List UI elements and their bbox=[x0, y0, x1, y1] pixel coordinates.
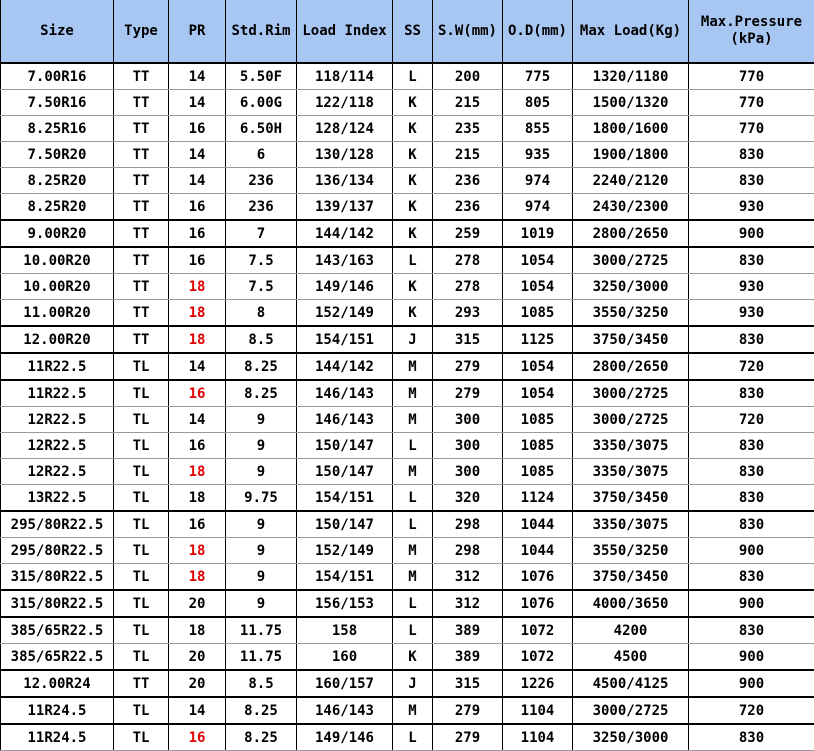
cell-load-index: 156/153 bbox=[297, 590, 393, 617]
cell-size: 295/80R22.5 bbox=[1, 538, 114, 564]
cell-std-rim: 8.5 bbox=[226, 326, 297, 353]
cell-pr: 14 bbox=[169, 353, 226, 380]
cell-ss: K bbox=[393, 274, 433, 300]
table-row bbox=[1, 90, 814, 116]
cell-size: 8.25R20 bbox=[1, 168, 114, 194]
cell-size: 315/80R22.5 bbox=[1, 564, 114, 591]
cell-max-load: 3350/3075 bbox=[573, 459, 689, 485]
cell-overall-diameter: 1125 bbox=[503, 326, 573, 353]
cell-load-index: 150/147 bbox=[297, 459, 393, 485]
cell-max-load: 3000/2725 bbox=[573, 380, 689, 407]
cell-std-rim: 7.5 bbox=[226, 274, 297, 300]
cell-overall-diameter: 1072 bbox=[503, 644, 573, 671]
cell-std-rim: 8.5 bbox=[226, 670, 297, 697]
cell-max-load: 1320/1180 bbox=[573, 63, 689, 90]
cell-max-pressure: 770 bbox=[689, 90, 814, 116]
cell-pr: 14 bbox=[169, 90, 226, 116]
cell-type: TT bbox=[114, 326, 169, 353]
cell-size: 10.00R20 bbox=[1, 247, 114, 274]
cell-size: 7.00R16 bbox=[1, 63, 114, 90]
cell-size: 12R22.5 bbox=[1, 459, 114, 485]
cell-section-width: 200 bbox=[433, 63, 503, 90]
cell-std-rim: 9 bbox=[226, 433, 297, 459]
cell-overall-diameter: 974 bbox=[503, 194, 573, 221]
cell-load-index: 144/142 bbox=[297, 220, 393, 247]
cell-type: TT bbox=[114, 168, 169, 194]
cell-std-rim: 8.25 bbox=[226, 380, 297, 407]
cell-max-pressure: 830 bbox=[689, 142, 814, 168]
cell-ss: K bbox=[393, 90, 433, 116]
cell-pr: 18 bbox=[169, 459, 226, 485]
cell-ss: M bbox=[393, 697, 433, 724]
cell-pr: 18 bbox=[169, 300, 226, 327]
cell-ss: L bbox=[393, 247, 433, 274]
cell-ss: L bbox=[393, 63, 433, 90]
cell-type: TL bbox=[114, 644, 169, 671]
cell-size: 11R22.5 bbox=[1, 380, 114, 407]
cell-load-index: 146/143 bbox=[297, 380, 393, 407]
table-row bbox=[1, 247, 814, 274]
cell-type: TT bbox=[114, 142, 169, 168]
cell-pr: 18 bbox=[169, 274, 226, 300]
cell-overall-diameter: 1124 bbox=[503, 485, 573, 512]
cell-size: 12R22.5 bbox=[1, 407, 114, 433]
cell-pr: 16 bbox=[169, 433, 226, 459]
cell-type: TL bbox=[114, 459, 169, 485]
cell-std-rim: 8.25 bbox=[226, 697, 297, 724]
cell-ss: L bbox=[393, 433, 433, 459]
cell-overall-diameter: 1054 bbox=[503, 353, 573, 380]
cell-size: 11R22.5 bbox=[1, 353, 114, 380]
cell-overall-diameter: 1054 bbox=[503, 247, 573, 274]
cell-ss: K bbox=[393, 116, 433, 142]
cell-load-index: 154/151 bbox=[297, 326, 393, 353]
cell-max-pressure: 830 bbox=[689, 724, 814, 751]
cell-max-load: 3550/3250 bbox=[573, 538, 689, 564]
cell-ss: K bbox=[393, 644, 433, 671]
cell-load-index: 122/118 bbox=[297, 90, 393, 116]
cell-load-index: 144/142 bbox=[297, 353, 393, 380]
cell-max-pressure: 830 bbox=[689, 459, 814, 485]
cell-type: TT bbox=[114, 274, 169, 300]
cell-type: TL bbox=[114, 433, 169, 459]
table-row bbox=[1, 511, 814, 538]
cell-type: TL bbox=[114, 511, 169, 538]
cell-load-index: 160/157 bbox=[297, 670, 393, 697]
cell-pr: 16 bbox=[169, 724, 226, 751]
cell-max-load: 3250/3000 bbox=[573, 724, 689, 751]
cell-overall-diameter: 1104 bbox=[503, 724, 573, 751]
cell-load-index: 150/147 bbox=[297, 433, 393, 459]
table-row bbox=[1, 670, 814, 697]
cell-overall-diameter: 1085 bbox=[503, 433, 573, 459]
cell-std-rim: 6 bbox=[226, 142, 297, 168]
table-row bbox=[1, 63, 814, 90]
cell-ss: L bbox=[393, 724, 433, 751]
cell-load-index: 154/151 bbox=[297, 564, 393, 591]
cell-size: 11.00R20 bbox=[1, 300, 114, 327]
cell-pr: 16 bbox=[169, 511, 226, 538]
cell-std-rim: 236 bbox=[226, 194, 297, 221]
cell-type: TL bbox=[114, 590, 169, 617]
cell-max-load: 3750/3450 bbox=[573, 326, 689, 353]
cell-type: TL bbox=[114, 353, 169, 380]
cell-pr: 14 bbox=[169, 407, 226, 433]
cell-ss: M bbox=[393, 538, 433, 564]
table-row bbox=[1, 300, 814, 327]
cell-type: TL bbox=[114, 407, 169, 433]
cell-max-pressure: 900 bbox=[689, 538, 814, 564]
cell-overall-diameter: 1085 bbox=[503, 407, 573, 433]
cell-section-width: 293 bbox=[433, 300, 503, 327]
cell-std-rim: 5.50F bbox=[226, 63, 297, 90]
cell-section-width: 236 bbox=[433, 194, 503, 221]
cell-std-rim: 11.75 bbox=[226, 617, 297, 644]
cell-std-rim: 7 bbox=[226, 220, 297, 247]
header-size: Size bbox=[1, 0, 114, 63]
cell-section-width: 300 bbox=[433, 407, 503, 433]
cell-max-pressure: 770 bbox=[689, 63, 814, 90]
cell-section-width: 300 bbox=[433, 459, 503, 485]
cell-max-pressure: 900 bbox=[689, 590, 814, 617]
cell-ss: K bbox=[393, 142, 433, 168]
cell-std-rim: 11.75 bbox=[226, 644, 297, 671]
cell-max-pressure: 830 bbox=[689, 485, 814, 512]
cell-ss: K bbox=[393, 300, 433, 327]
cell-size: 13R22.5 bbox=[1, 485, 114, 512]
cell-ss: L bbox=[393, 485, 433, 512]
cell-size: 8.25R16 bbox=[1, 116, 114, 142]
cell-type: TT bbox=[114, 116, 169, 142]
cell-section-width: 300 bbox=[433, 433, 503, 459]
cell-ss: L bbox=[393, 590, 433, 617]
cell-max-pressure: 830 bbox=[689, 326, 814, 353]
cell-ss: M bbox=[393, 459, 433, 485]
table-row bbox=[1, 142, 814, 168]
cell-max-pressure: 900 bbox=[689, 220, 814, 247]
table-row bbox=[1, 459, 814, 485]
cell-type: TT bbox=[114, 90, 169, 116]
cell-max-pressure: 900 bbox=[689, 644, 814, 671]
cell-max-load: 4500/4125 bbox=[573, 670, 689, 697]
cell-section-width: 312 bbox=[433, 590, 503, 617]
table-row bbox=[1, 724, 814, 751]
cell-section-width: 315 bbox=[433, 670, 503, 697]
cell-section-width: 279 bbox=[433, 380, 503, 407]
cell-std-rim: 7.5 bbox=[226, 247, 297, 274]
cell-max-pressure: 720 bbox=[689, 353, 814, 380]
cell-std-rim: 8.25 bbox=[226, 353, 297, 380]
cell-type: TL bbox=[114, 564, 169, 591]
cell-load-index: 149/146 bbox=[297, 274, 393, 300]
cell-section-width: 312 bbox=[433, 564, 503, 591]
cell-ss: M bbox=[393, 407, 433, 433]
cell-overall-diameter: 1044 bbox=[503, 511, 573, 538]
table-row bbox=[1, 168, 814, 194]
cell-max-load: 2240/2120 bbox=[573, 168, 689, 194]
cell-section-width: 215 bbox=[433, 142, 503, 168]
cell-size: 9.00R20 bbox=[1, 220, 114, 247]
cell-max-load: 3000/2725 bbox=[573, 247, 689, 274]
cell-type: TL bbox=[114, 380, 169, 407]
table-row bbox=[1, 697, 814, 724]
cell-type: TT bbox=[114, 220, 169, 247]
table-row bbox=[1, 326, 814, 353]
table-row bbox=[1, 116, 814, 142]
cell-load-index: 152/149 bbox=[297, 538, 393, 564]
cell-std-rim: 9 bbox=[226, 459, 297, 485]
cell-section-width: 215 bbox=[433, 90, 503, 116]
cell-type: TT bbox=[114, 247, 169, 274]
cell-size: 8.25R20 bbox=[1, 194, 114, 221]
cell-overall-diameter: 1019 bbox=[503, 220, 573, 247]
table-row bbox=[1, 274, 814, 300]
cell-overall-diameter: 1076 bbox=[503, 590, 573, 617]
cell-pr: 16 bbox=[169, 220, 226, 247]
cell-pr: 20 bbox=[169, 644, 226, 671]
cell-max-load: 4000/3650 bbox=[573, 590, 689, 617]
cell-max-load: 2800/2650 bbox=[573, 220, 689, 247]
header-pr: PR bbox=[169, 0, 226, 63]
table-row bbox=[1, 644, 814, 671]
cell-section-width: 279 bbox=[433, 724, 503, 751]
cell-std-rim: 6.00G bbox=[226, 90, 297, 116]
table-row bbox=[1, 590, 814, 617]
header-std-rim: Std.Rim bbox=[226, 0, 297, 63]
table-row bbox=[1, 564, 814, 591]
cell-size: 11R24.5 bbox=[1, 697, 114, 724]
cell-size: 12.00R20 bbox=[1, 326, 114, 353]
cell-pr: 16 bbox=[169, 194, 226, 221]
cell-overall-diameter: 1054 bbox=[503, 274, 573, 300]
cell-max-load: 3000/2725 bbox=[573, 407, 689, 433]
cell-load-index: 139/137 bbox=[297, 194, 393, 221]
cell-overall-diameter: 1226 bbox=[503, 670, 573, 697]
cell-max-load: 3350/3075 bbox=[573, 511, 689, 538]
cell-overall-diameter: 1044 bbox=[503, 538, 573, 564]
cell-section-width: 315 bbox=[433, 326, 503, 353]
cell-load-index: 128/124 bbox=[297, 116, 393, 142]
cell-max-load: 4500 bbox=[573, 644, 689, 671]
cell-pr: 18 bbox=[169, 485, 226, 512]
cell-pr: 16 bbox=[169, 116, 226, 142]
cell-size: 12.00R24 bbox=[1, 670, 114, 697]
cell-load-index: 146/143 bbox=[297, 407, 393, 433]
header-row bbox=[1, 0, 814, 63]
cell-type: TT bbox=[114, 194, 169, 221]
cell-size: 385/65R22.5 bbox=[1, 617, 114, 644]
cell-ss: J bbox=[393, 326, 433, 353]
cell-section-width: 236 bbox=[433, 168, 503, 194]
table-row bbox=[1, 538, 814, 564]
cell-pr: 14 bbox=[169, 63, 226, 90]
cell-size: 7.50R20 bbox=[1, 142, 114, 168]
table-row bbox=[1, 433, 814, 459]
cell-max-load: 1900/1800 bbox=[573, 142, 689, 168]
cell-overall-diameter: 935 bbox=[503, 142, 573, 168]
cell-ss: M bbox=[393, 353, 433, 380]
cell-ss: M bbox=[393, 564, 433, 591]
cell-section-width: 278 bbox=[433, 274, 503, 300]
header-section-width: S.W(mm) bbox=[433, 0, 503, 63]
cell-std-rim: 9 bbox=[226, 407, 297, 433]
cell-pr: 18 bbox=[169, 617, 226, 644]
header-max-load: Max Load(Kg) bbox=[573, 0, 689, 63]
cell-load-index: 149/146 bbox=[297, 724, 393, 751]
cell-overall-diameter: 1076 bbox=[503, 564, 573, 591]
cell-std-rim: 9.75 bbox=[226, 485, 297, 512]
cell-ss: J bbox=[393, 670, 433, 697]
table-row bbox=[1, 353, 814, 380]
table-row bbox=[1, 194, 814, 221]
cell-size: 12R22.5 bbox=[1, 433, 114, 459]
cell-max-load: 4200 bbox=[573, 617, 689, 644]
cell-max-pressure: 930 bbox=[689, 194, 814, 221]
cell-max-load: 3750/3450 bbox=[573, 564, 689, 591]
cell-std-rim: 8 bbox=[226, 300, 297, 327]
cell-pr: 16 bbox=[169, 380, 226, 407]
cell-pr: 14 bbox=[169, 142, 226, 168]
cell-ss: K bbox=[393, 168, 433, 194]
cell-section-width: 298 bbox=[433, 511, 503, 538]
cell-load-index: 130/128 bbox=[297, 142, 393, 168]
cell-max-pressure: 930 bbox=[689, 274, 814, 300]
cell-std-rim: 9 bbox=[226, 511, 297, 538]
cell-type: TL bbox=[114, 724, 169, 751]
cell-load-index: 150/147 bbox=[297, 511, 393, 538]
cell-section-width: 279 bbox=[433, 697, 503, 724]
cell-max-pressure: 830 bbox=[689, 564, 814, 591]
cell-overall-diameter: 974 bbox=[503, 168, 573, 194]
cell-max-pressure: 720 bbox=[689, 407, 814, 433]
cell-section-width: 259 bbox=[433, 220, 503, 247]
cell-type: TT bbox=[114, 63, 169, 90]
cell-size: 295/80R22.5 bbox=[1, 511, 114, 538]
cell-size: 385/65R22.5 bbox=[1, 644, 114, 671]
cell-max-load: 3550/3250 bbox=[573, 300, 689, 327]
cell-ss: K bbox=[393, 220, 433, 247]
cell-max-load: 3000/2725 bbox=[573, 697, 689, 724]
cell-max-pressure: 830 bbox=[689, 247, 814, 274]
table-row bbox=[1, 407, 814, 433]
header-ss: SS bbox=[393, 0, 433, 63]
cell-load-index: 152/149 bbox=[297, 300, 393, 327]
cell-overall-diameter: 855 bbox=[503, 116, 573, 142]
cell-load-index: 143/163 bbox=[297, 247, 393, 274]
cell-load-index: 118/114 bbox=[297, 63, 393, 90]
cell-overall-diameter: 1085 bbox=[503, 300, 573, 327]
cell-max-pressure: 930 bbox=[689, 300, 814, 327]
cell-ss: M bbox=[393, 380, 433, 407]
cell-section-width: 389 bbox=[433, 617, 503, 644]
cell-max-load: 3750/3450 bbox=[573, 485, 689, 512]
cell-std-rim: 236 bbox=[226, 168, 297, 194]
cell-ss: L bbox=[393, 511, 433, 538]
cell-overall-diameter: 1054 bbox=[503, 380, 573, 407]
cell-std-rim: 8.25 bbox=[226, 724, 297, 751]
cell-section-width: 278 bbox=[433, 247, 503, 274]
cell-max-pressure: 720 bbox=[689, 697, 814, 724]
cell-max-load: 2800/2650 bbox=[573, 353, 689, 380]
header-type: Type bbox=[114, 0, 169, 63]
cell-load-index: 160 bbox=[297, 644, 393, 671]
cell-size: 10.00R20 bbox=[1, 274, 114, 300]
table-row bbox=[1, 380, 814, 407]
cell-type: TL bbox=[114, 538, 169, 564]
cell-section-width: 279 bbox=[433, 353, 503, 380]
cell-pr: 18 bbox=[169, 326, 226, 353]
cell-pr: 18 bbox=[169, 538, 226, 564]
table-body bbox=[1, 63, 814, 751]
cell-max-pressure: 830 bbox=[689, 511, 814, 538]
cell-size: 11R24.5 bbox=[1, 724, 114, 751]
cell-overall-diameter: 1085 bbox=[503, 459, 573, 485]
cell-overall-diameter: 1072 bbox=[503, 617, 573, 644]
cell-section-width: 298 bbox=[433, 538, 503, 564]
cell-ss: K bbox=[393, 194, 433, 221]
cell-type: TL bbox=[114, 485, 169, 512]
cell-max-load: 1500/1320 bbox=[573, 90, 689, 116]
cell-max-load: 3250/3000 bbox=[573, 274, 689, 300]
table-row bbox=[1, 485, 814, 512]
cell-max-load: 3350/3075 bbox=[573, 433, 689, 459]
table-row bbox=[1, 220, 814, 247]
cell-overall-diameter: 805 bbox=[503, 90, 573, 116]
cell-pr: 20 bbox=[169, 590, 226, 617]
header-load-index: Load Index bbox=[297, 0, 393, 63]
cell-std-rim: 6.50H bbox=[226, 116, 297, 142]
cell-max-pressure: 830 bbox=[689, 168, 814, 194]
header-max-pressure: Max.Pressure (kPa) bbox=[689, 0, 814, 63]
cell-load-index: 158 bbox=[297, 617, 393, 644]
cell-max-pressure: 830 bbox=[689, 433, 814, 459]
cell-overall-diameter: 775 bbox=[503, 63, 573, 90]
cell-section-width: 389 bbox=[433, 644, 503, 671]
cell-load-index: 146/143 bbox=[297, 697, 393, 724]
cell-load-index: 154/151 bbox=[297, 485, 393, 512]
cell-max-pressure: 830 bbox=[689, 617, 814, 644]
cell-type: TT bbox=[114, 300, 169, 327]
cell-max-pressure: 900 bbox=[689, 670, 814, 697]
cell-type: TT bbox=[114, 670, 169, 697]
cell-max-pressure: 770 bbox=[689, 116, 814, 142]
header-overall-diameter: O.D(mm) bbox=[503, 0, 573, 63]
cell-section-width: 235 bbox=[433, 116, 503, 142]
cell-std-rim: 9 bbox=[226, 564, 297, 591]
cell-pr: 18 bbox=[169, 564, 226, 591]
cell-type: TL bbox=[114, 617, 169, 644]
cell-pr: 14 bbox=[169, 697, 226, 724]
cell-max-load: 2430/2300 bbox=[573, 194, 689, 221]
cell-ss: L bbox=[393, 617, 433, 644]
cell-section-width: 320 bbox=[433, 485, 503, 512]
cell-size: 7.50R16 bbox=[1, 90, 114, 116]
cell-pr: 16 bbox=[169, 247, 226, 274]
cell-max-load: 1800/1600 bbox=[573, 116, 689, 142]
cell-pr: 20 bbox=[169, 670, 226, 697]
cell-std-rim: 9 bbox=[226, 538, 297, 564]
cell-std-rim: 9 bbox=[226, 590, 297, 617]
table-row bbox=[1, 617, 814, 644]
cell-pr: 14 bbox=[169, 168, 226, 194]
cell-size: 315/80R22.5 bbox=[1, 590, 114, 617]
cell-type: TL bbox=[114, 697, 169, 724]
cell-load-index: 136/134 bbox=[297, 168, 393, 194]
cell-max-pressure: 830 bbox=[689, 380, 814, 407]
cell-overall-diameter: 1104 bbox=[503, 697, 573, 724]
